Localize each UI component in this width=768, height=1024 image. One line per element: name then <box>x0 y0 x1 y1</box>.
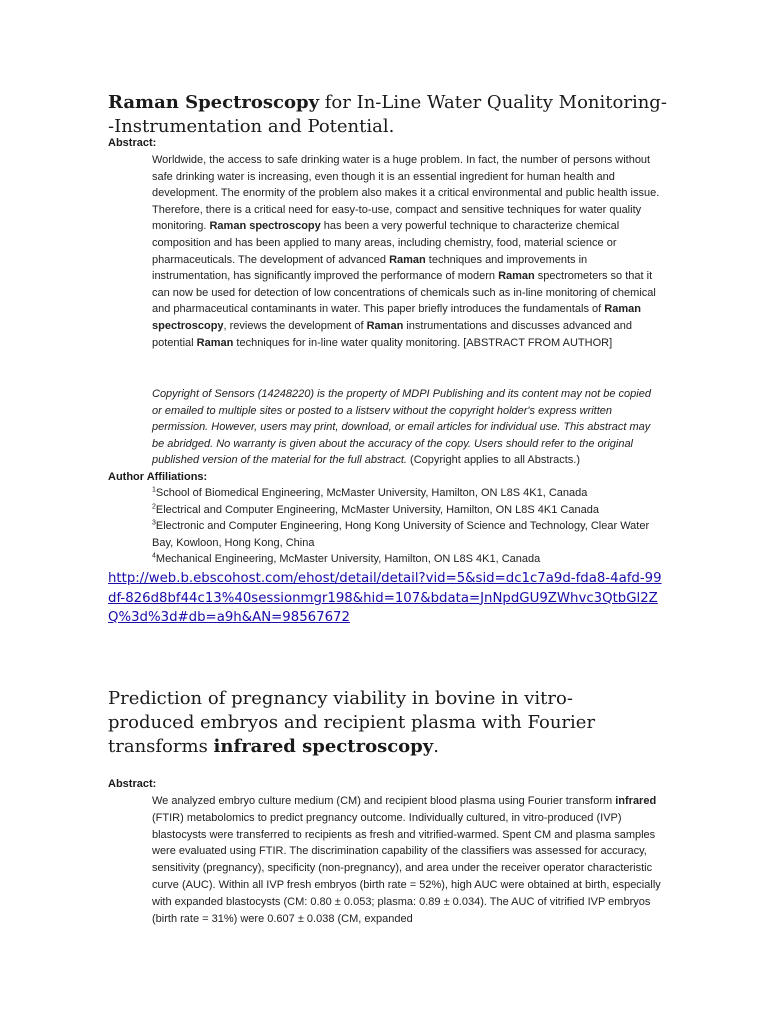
abstract-segment: techniques for in-line water quality monitoring. [ABSTRACT FROM AUTHOR] <box>233 336 613 349</box>
affiliations-label: Author Affiliations: <box>108 471 208 483</box>
affiliation-number: 3 <box>152 519 156 527</box>
affiliation-item <box>152 551 672 568</box>
article2-title-bold: infrared spectroscopy <box>213 736 434 757</box>
copyright-text <box>152 386 662 469</box>
affiliation-text: Mechanical Engineering, McMaster University, Hamilton, ON L8S 4K1, Canada <box>155 553 541 565</box>
abstract-segment: We analyzed embryo culture medium (CM) and recipient blood plasma using Fourier transform <box>152 795 616 807</box>
abstract-segment: , reviews the development of <box>223 319 367 332</box>
abstract-keyword: Raman <box>196 336 234 349</box>
affiliation-item <box>152 485 672 502</box>
abstract-keyword: Raman <box>389 253 426 266</box>
abstract-segment: (FTIR) metabolomics to predict pregnancy outcome. Individually cultured, in vitro-produced (IVP) blastocysts were transferred to recipients as fresh and vitrified-warmed. Spent CM and plasma samples were evaluated using FTIR. The discrimination capability of the classifiers was assessed for accuracy, sensitivity (pregnancy), specificity (non-pregnancy), and area under the receiver operator characteristic curve (AUC). Within all IVP fresh embryos (birth rate = 52%), high AUC were obtained at birth, especially with expanded blastocysts (CM: 0.80 ± 0.053; plasma: 0.89 ± 0.034). The AUC of vitrified IVP embryos (birth rate = 31%) were 0.607 ± 0.038 (CM, expanded <box>152 811 661 925</box>
abstract2-label: Abstract: <box>108 778 157 790</box>
article-title-rest: for In-Line Water Quality Monitoring--Instrumentation and Potential. <box>108 92 667 137</box>
copyright-italic: Copyright of Sensors (14248220) is the property of MDPI Publishing and its content may not be copied or emailed to multiple sites or posted to a listserv without the copyright holder's express written permission. However, users may print, download, or email articles for individual use. This abstract may be abridged. No warranty is given about the accuracy of the copy. Users should refer to the original published version of the material for the full abstract. <box>152 388 651 467</box>
abstract-keyword: Raman <box>498 270 535 283</box>
article2-title <box>108 687 608 759</box>
affiliation-item <box>152 502 672 519</box>
affiliation-item <box>152 518 672 551</box>
abstract-segment: techniques and improvements in instrumentation, has significantly improved the performance of modern <box>152 253 588 283</box>
abstract-keyword: Raman spectroscopy <box>209 220 321 233</box>
copyright-note: (Copyright applies to all Abstracts.) <box>406 454 580 467</box>
abstract-keyword: Raman <box>366 319 404 332</box>
article2-title-end: . <box>433 736 439 757</box>
affiliation-number: 1 <box>152 486 156 494</box>
abstract-keyword: Raman spectroscopy <box>152 303 641 332</box>
abstract-segment: spectrometers so that it can now be used for detection of low concentrations of chemicals such as in-line monitoring of chemical and pharmaceutical contaminants in water. This paper briefly introduces the fundamentals of <box>152 270 656 316</box>
abstract-label: Abstract: <box>108 137 157 149</box>
affiliations-list <box>152 485 672 568</box>
abstract-text <box>152 152 662 351</box>
abstract2-text <box>152 793 662 927</box>
article2-title-rest: Prediction of pregnancy viability in bovine in vitro-produced embryos and recipient plasma with Fourier transforms <box>108 688 596 757</box>
article-title-bold: Raman Spectroscopy <box>108 92 320 113</box>
abstract-segment: instrumentations and discusses advanced and potential <box>152 319 632 349</box>
affiliation-number: 2 <box>152 502 156 510</box>
abstract-keyword: infrared <box>615 795 657 807</box>
affiliation-text: Electronic and Computer Engineering, Hong Kong University of Science and Technology, Clear Water Bay, Kowloon, Hong Kong, China <box>152 520 650 549</box>
article-link[interactable]: http://web.b.ebscohost.com/ehost/detail/detail?vid=5&sid=dc1c7a9d-fda8-4afd-99df-826d8bf44c13%40sessionmgr198&hid=107&bdata=JnNpdGU9ZWhvc3QtbGl2ZQ%3d%3d#db=a9h&AN=98567672 <box>108 571 662 625</box>
abstract-segment: Worldwide, the access to safe drinking water is a huge problem. In fact, the number of persons without safe drinking water is increasing, even though it is an essential ingredient for human health and development. The enormity of the problem also makes it a critical environmental and public health issue. Therefore, there is a critical need for easy-to-use, compact and sensitive techniques for water quality monitoring. <box>152 154 660 233</box>
affiliation-number: 4 <box>152 552 156 560</box>
affiliation-text: School of Biomedical Engineering, McMaster University, Hamilton, ON L8S 4K1, Canada <box>155 487 588 499</box>
abstract-segment: has been a very powerful technique to characterize chemical composition and has been applied to many areas, including chemistry, food, material science or pharmaceuticals. The development of advanced <box>152 220 620 266</box>
affiliation-text: Electrical and Computer Engineering, McMaster University, Hamilton, ON L8S 4K1 Canada <box>155 503 599 516</box>
article-title <box>108 91 668 139</box>
